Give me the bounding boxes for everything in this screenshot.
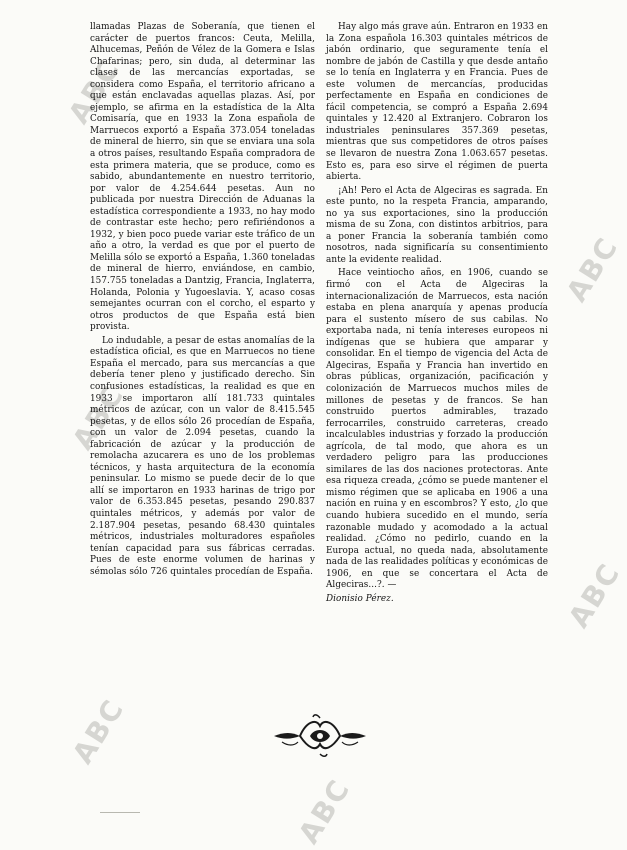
paragraph: Hace veintiocho años, en 1906, cuando se firmó con el Acta de Algeciras la internacionalización de Marruecos, esta nación estaba en plena anarquía y apenas producía para el sustento mísero de sus cabilas. No exportaba nada, ni tenía intereses europeos ni indígenas que se hubiera que amparar y consolidar. En el tiempo de vigencia del Acta de Algeciras, España y Francia han invertido en obras públicas, organización, pacificación y colonización de Marruecos muchos miles de millones de pesetas y de francos. Se han construido puertos admirables, trazado ferrocarriles, construido carreteras, creado incalculables industrias y forzado la producción agrícola, de tal modo, que ahora es un verdadero peligro para las producciones similares de las dos naciones protectoras. Ante esa riqueza creada, ¿cómo se puede mantener el mismo régimen que se aplicaba en 1906 a una nación en ruina y en escombros? Y esto, ¿lo que cuando hubiera sucedido en el mundo, sería razonable mudado y acomodado a la actual realidad. ¿Cómo no pedirlo, cuando en la Europa actual, no queda nada, absolutamente nada de las realidades políticas y económicas de 1906, en que se concertara el Acta de Algeciras...?. — xyxy=(326,268,548,591)
paragraph: Hay algo más grave aún. Entraron en 1933 en la Zona española 16.303 quintales métricos de jabón ordinario, que seguramente tenía el nombre de jabón de Castilla y que desde antaño se lo tenía en Inglaterra y en Francia. Pues de este volumen de mercancías, producidas perfectamente en España en condiciones de fácil competencia, se compró a España 2.694 quintales y 12.420 al Extranjero. Cobraron los industriales peninsulares 357.369 pesetas, mientras que sus competidores de otros países se llevaron de nuestra Zona 1.063.657 pesetas. Esto es, para eso sirve el régimen de puerta abierta. xyxy=(326,22,548,183)
paragraph: Lo indudable, a pesar de estas anomalías de la estadística oficial, es que en Marruecos no tiene España el mercado, para sus mercancías a que debería tener pleno y justificado derecho. Sin confusiones estadísticas, la realidad es que en 1933 se importaron allí 181.733 quintales métricos de azúcar, con un valor de 8.415.545 pesetas, y de ellos sólo 26 procedían de España, con un valor de 2.094 pesetas, cuando la fabricación de azúcar y la producción de remolacha azucarera es uno de los problemas técnicos, y hasta arquitectura de la economía peninsular. Lo mismo se puede decir de lo que allí se importaron en 1933 harinas de trigo por valor de 6.353.845 pesetas, pesando 290.837 quintales métricos, y además por valor de 2.187.904 pesetas, pesando 68.430 quintales métricos, industriales molturadores españoles tenían capacidad para sus fábricas cerradas. Pues de este enorme volumen de harinas y sémolas sólo 726 quintales procedían de España. xyxy=(90,335,315,577)
paragraph: ¡Ah! Pero el Acta de Algeciras es sagrada. En este punto, no la respeta Francia, amparando, no ya sus exportaciones, sino la producción misma de su Zona, con distintos arbitrios, para a poner Francia la soberanía también como nosotros, nada significaría su consentimiento ante la evidente realidad. xyxy=(326,185,548,265)
author-name: Dionisio Pérez. xyxy=(326,593,394,604)
signature xyxy=(326,594,548,606)
divider xyxy=(100,812,140,813)
watermark: ABC xyxy=(66,693,131,770)
decorative-ornament-icon xyxy=(270,712,370,758)
watermark: ABC xyxy=(560,231,625,308)
watermark: ABC xyxy=(292,773,357,850)
watermark: ABC xyxy=(562,557,627,634)
watermark: ABC xyxy=(66,379,131,456)
left-text-column xyxy=(90,22,315,580)
right-text-column xyxy=(326,22,548,607)
watermark: ABC xyxy=(62,53,127,130)
paragraph: llamadas Plazas de Soberanía, que tienen el carácter de puertos francos: Ceuta, Melilla, Alhucemas, Peñón de Vélez de la Gomera e Islas Chafarinas; pero, sin duda, al determinar las clases de las mercancías exportadas, se considera como España, el territorio africano a que están enclavadas aquellas plazas. Así, por ejemplo, se afirma en la estadística de la Alta Comisaría, que en 1933 la Zona española de Marruecos exportó a España 373.054 toneladas de mineral de hierro, sin que se enviara una sola a otros países, resultando España compradora de esta primera materia, que se produce, como es sabido, abundantemente en nuestro territorio, por valor de 4.254.644 pesetas. Aun no publicada por nuestra Dirección de Aduanas la estadística correspondiente a 1933, no hay modo de contrastar este hecho; pero refiriéndonos a 1932, y bien poco puede variar este tráfico de un año a otro, la verdad es que por el puerto de Melilla sólo se exportó a España, 1.360 toneladas de mineral de hierro, enviándose, en cambio, 157.755 toneladas a Dantzig, Francia, Inglaterra, Holanda, Polonia y Yugoeslavia. Y, acaso cosas semejantes ocurran con el corcho, el esparto y otros productos de que España está bien provista. xyxy=(90,22,315,333)
